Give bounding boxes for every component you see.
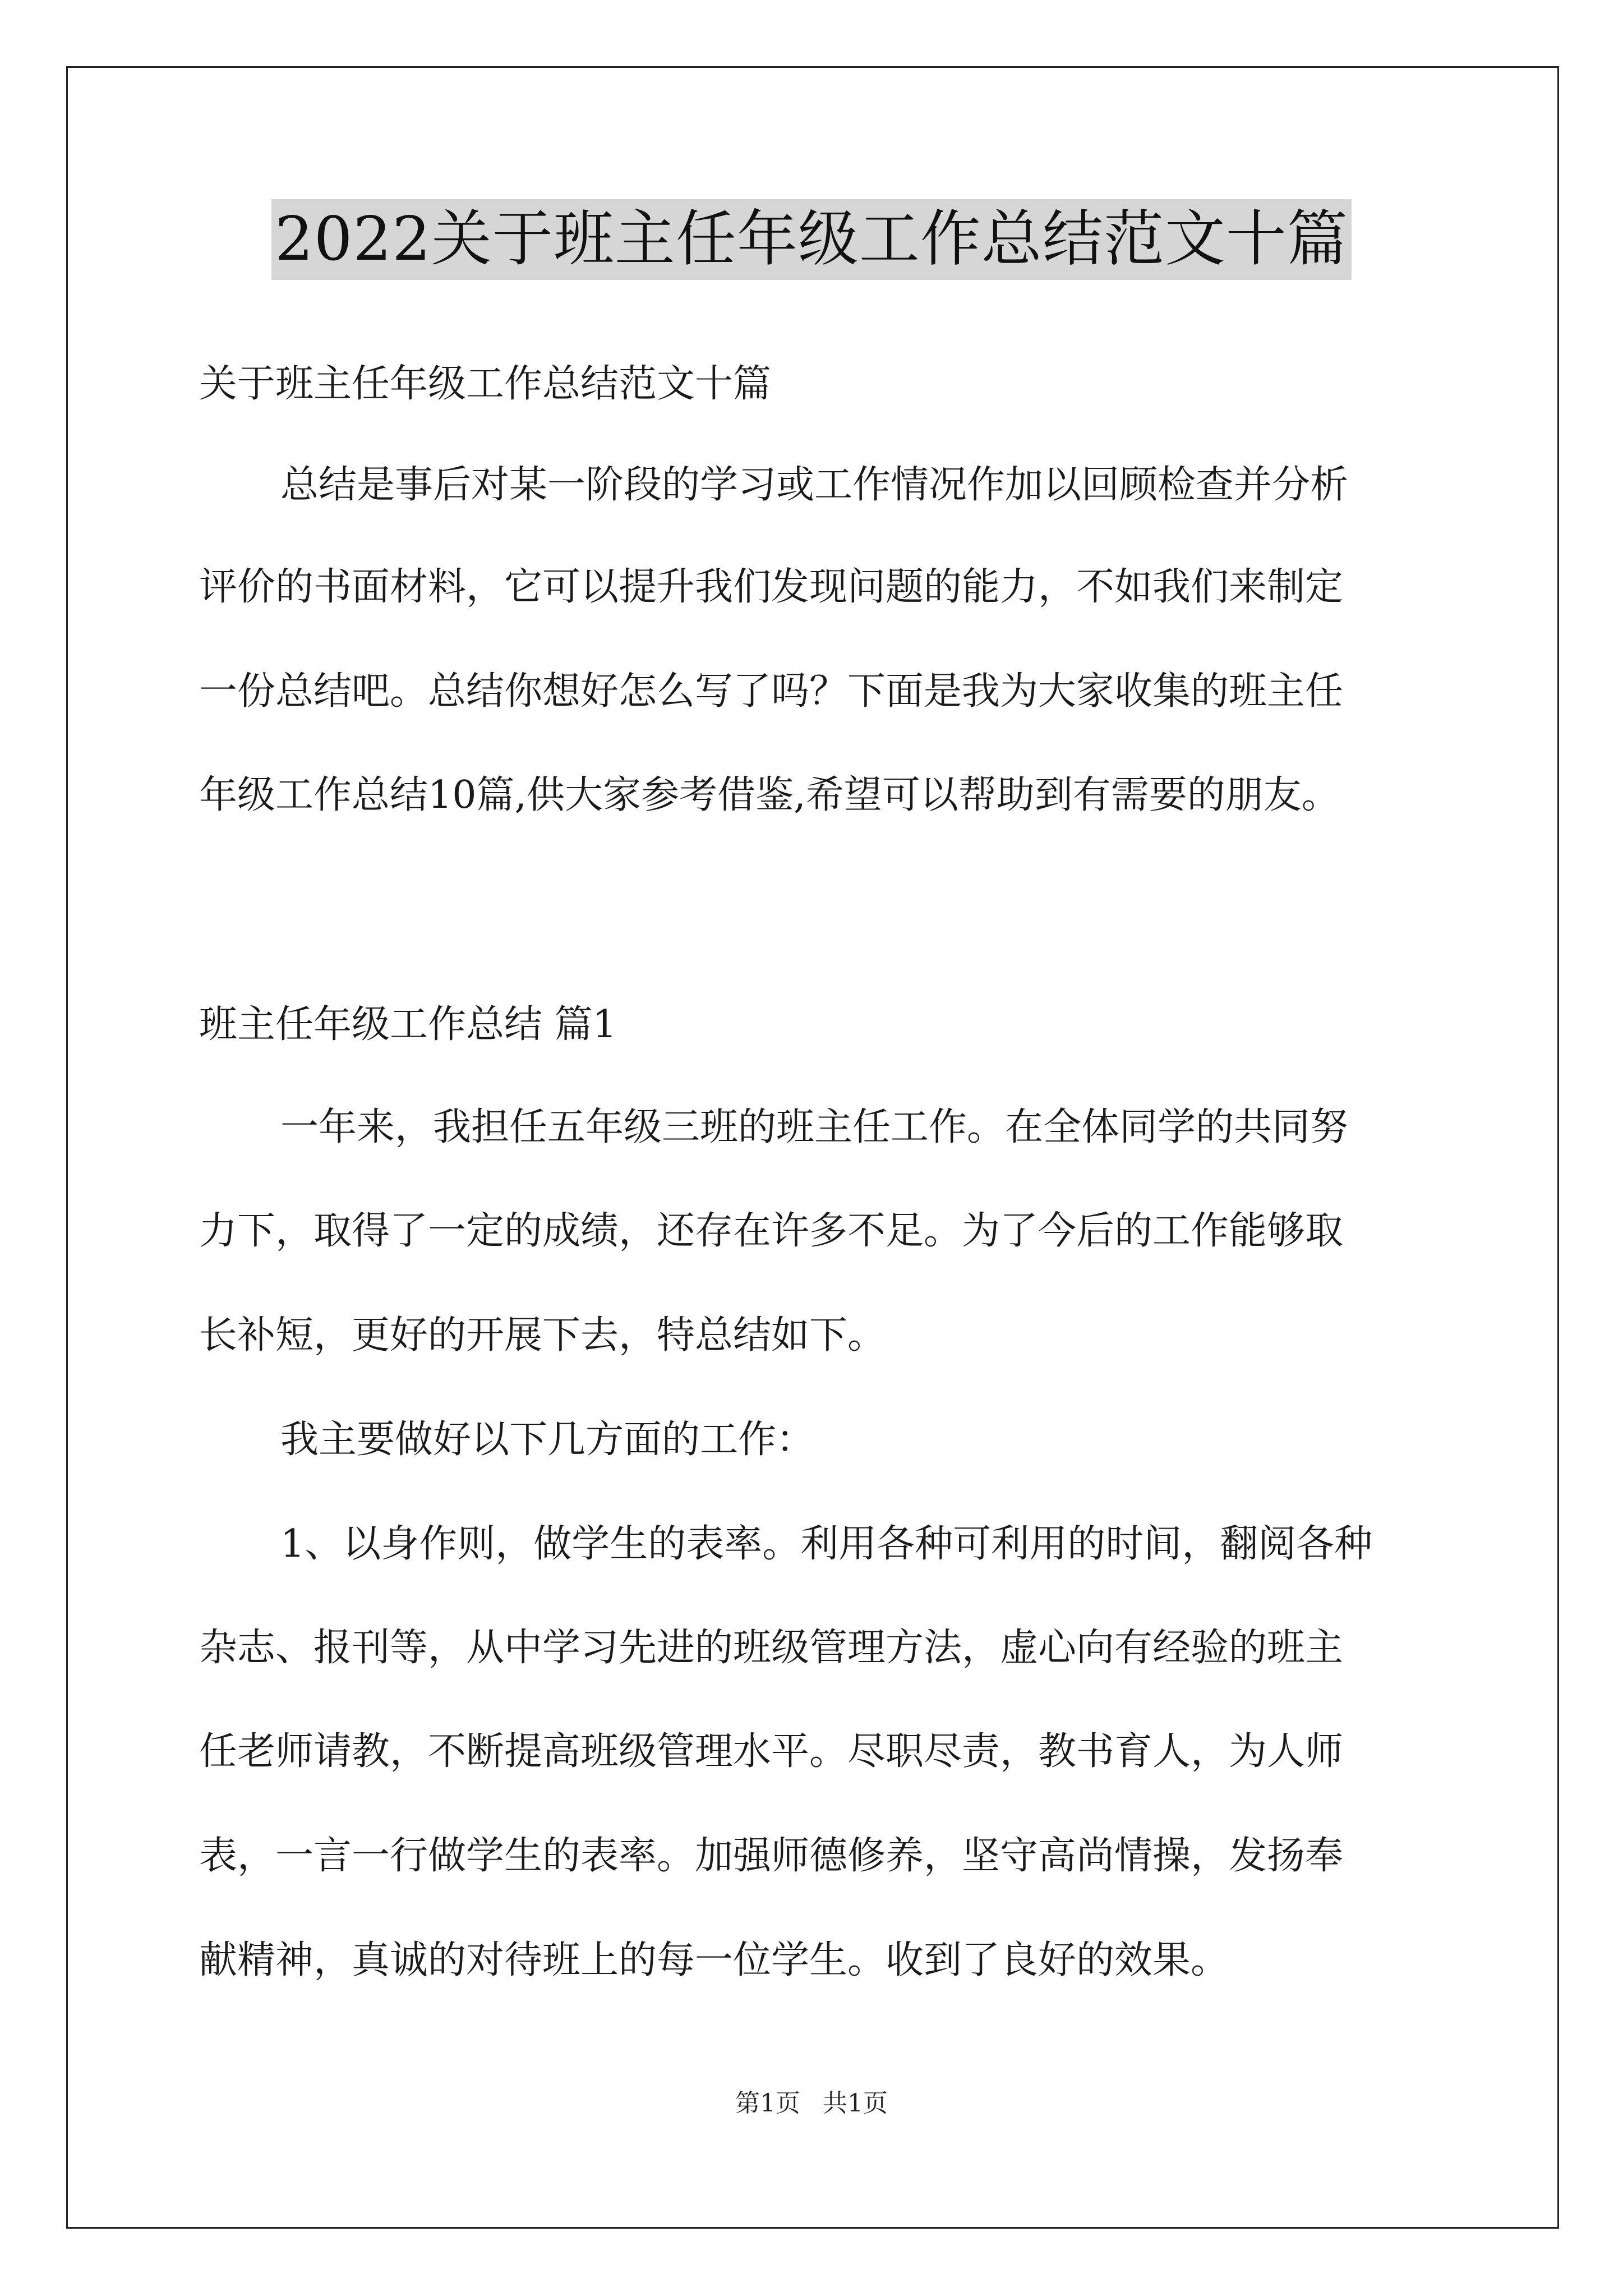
intro-line: 年级工作总结10篇,供大家参考借鉴,希望可以帮助到有需要的朋友。 <box>199 773 1340 817</box>
paragraph-line: 一年来，我担任五年级三班的班主任工作。在全体同学的共同努 <box>280 1105 1349 1149</box>
document-subtitle: 关于班主任年级工作总结范文十篇 <box>199 362 772 406</box>
intro-line: 总结是事后对某一阶段的学习或工作情况作加以回顾检查并分析 <box>280 463 1349 507</box>
paragraph-line: 表，一言一行做学生的表率。加强师德修养，坚守高尚情操，发扬奉 <box>199 1834 1344 1878</box>
paragraph-line: 献精神，真诚的对待班上的每一位学生。收到了良好的效果。 <box>199 1938 1229 1982</box>
section-heading: 班主任年级工作总结 篇1 <box>199 1002 617 1047</box>
paragraph-line: 任老师请教，不断提高班级管理水平。尽职尽责，教书育人，为人师 <box>199 1729 1344 1774</box>
intro-line: 一份总结吧。总结你想好怎么写了吗？下面是我为大家收集的班主任 <box>199 669 1344 714</box>
intro-line: 评价的书面材料，它可以提升我们发现问题的能力，不如我们来制定 <box>199 565 1344 609</box>
paragraph-line: 力下，取得了一定的成绩，还存在许多不足。为了今后的工作能够取 <box>199 1209 1344 1253</box>
paragraph-line: 杂志、报刊等，从中学习先进的班级管理方法，虚心向有经验的班主 <box>199 1626 1344 1670</box>
paragraph-line: 长补短，更好的开展下去，特总结如下。 <box>199 1313 886 1358</box>
page-footer <box>0 2087 1623 2120</box>
paragraph-line: 1、以身作则，做学生的表率。利用各种可利用的时间，翻阅各种 <box>280 1522 1373 1566</box>
title-container <box>0 199 1623 280</box>
document-title: 2022关于班主任年级工作总结范文十篇 <box>271 199 1352 280</box>
page-total: 共1页 <box>823 2089 888 2118</box>
page-number: 第1页 <box>735 2089 800 2118</box>
paragraph-line: 我主要做好以下几方面的工作： <box>280 1418 815 1462</box>
